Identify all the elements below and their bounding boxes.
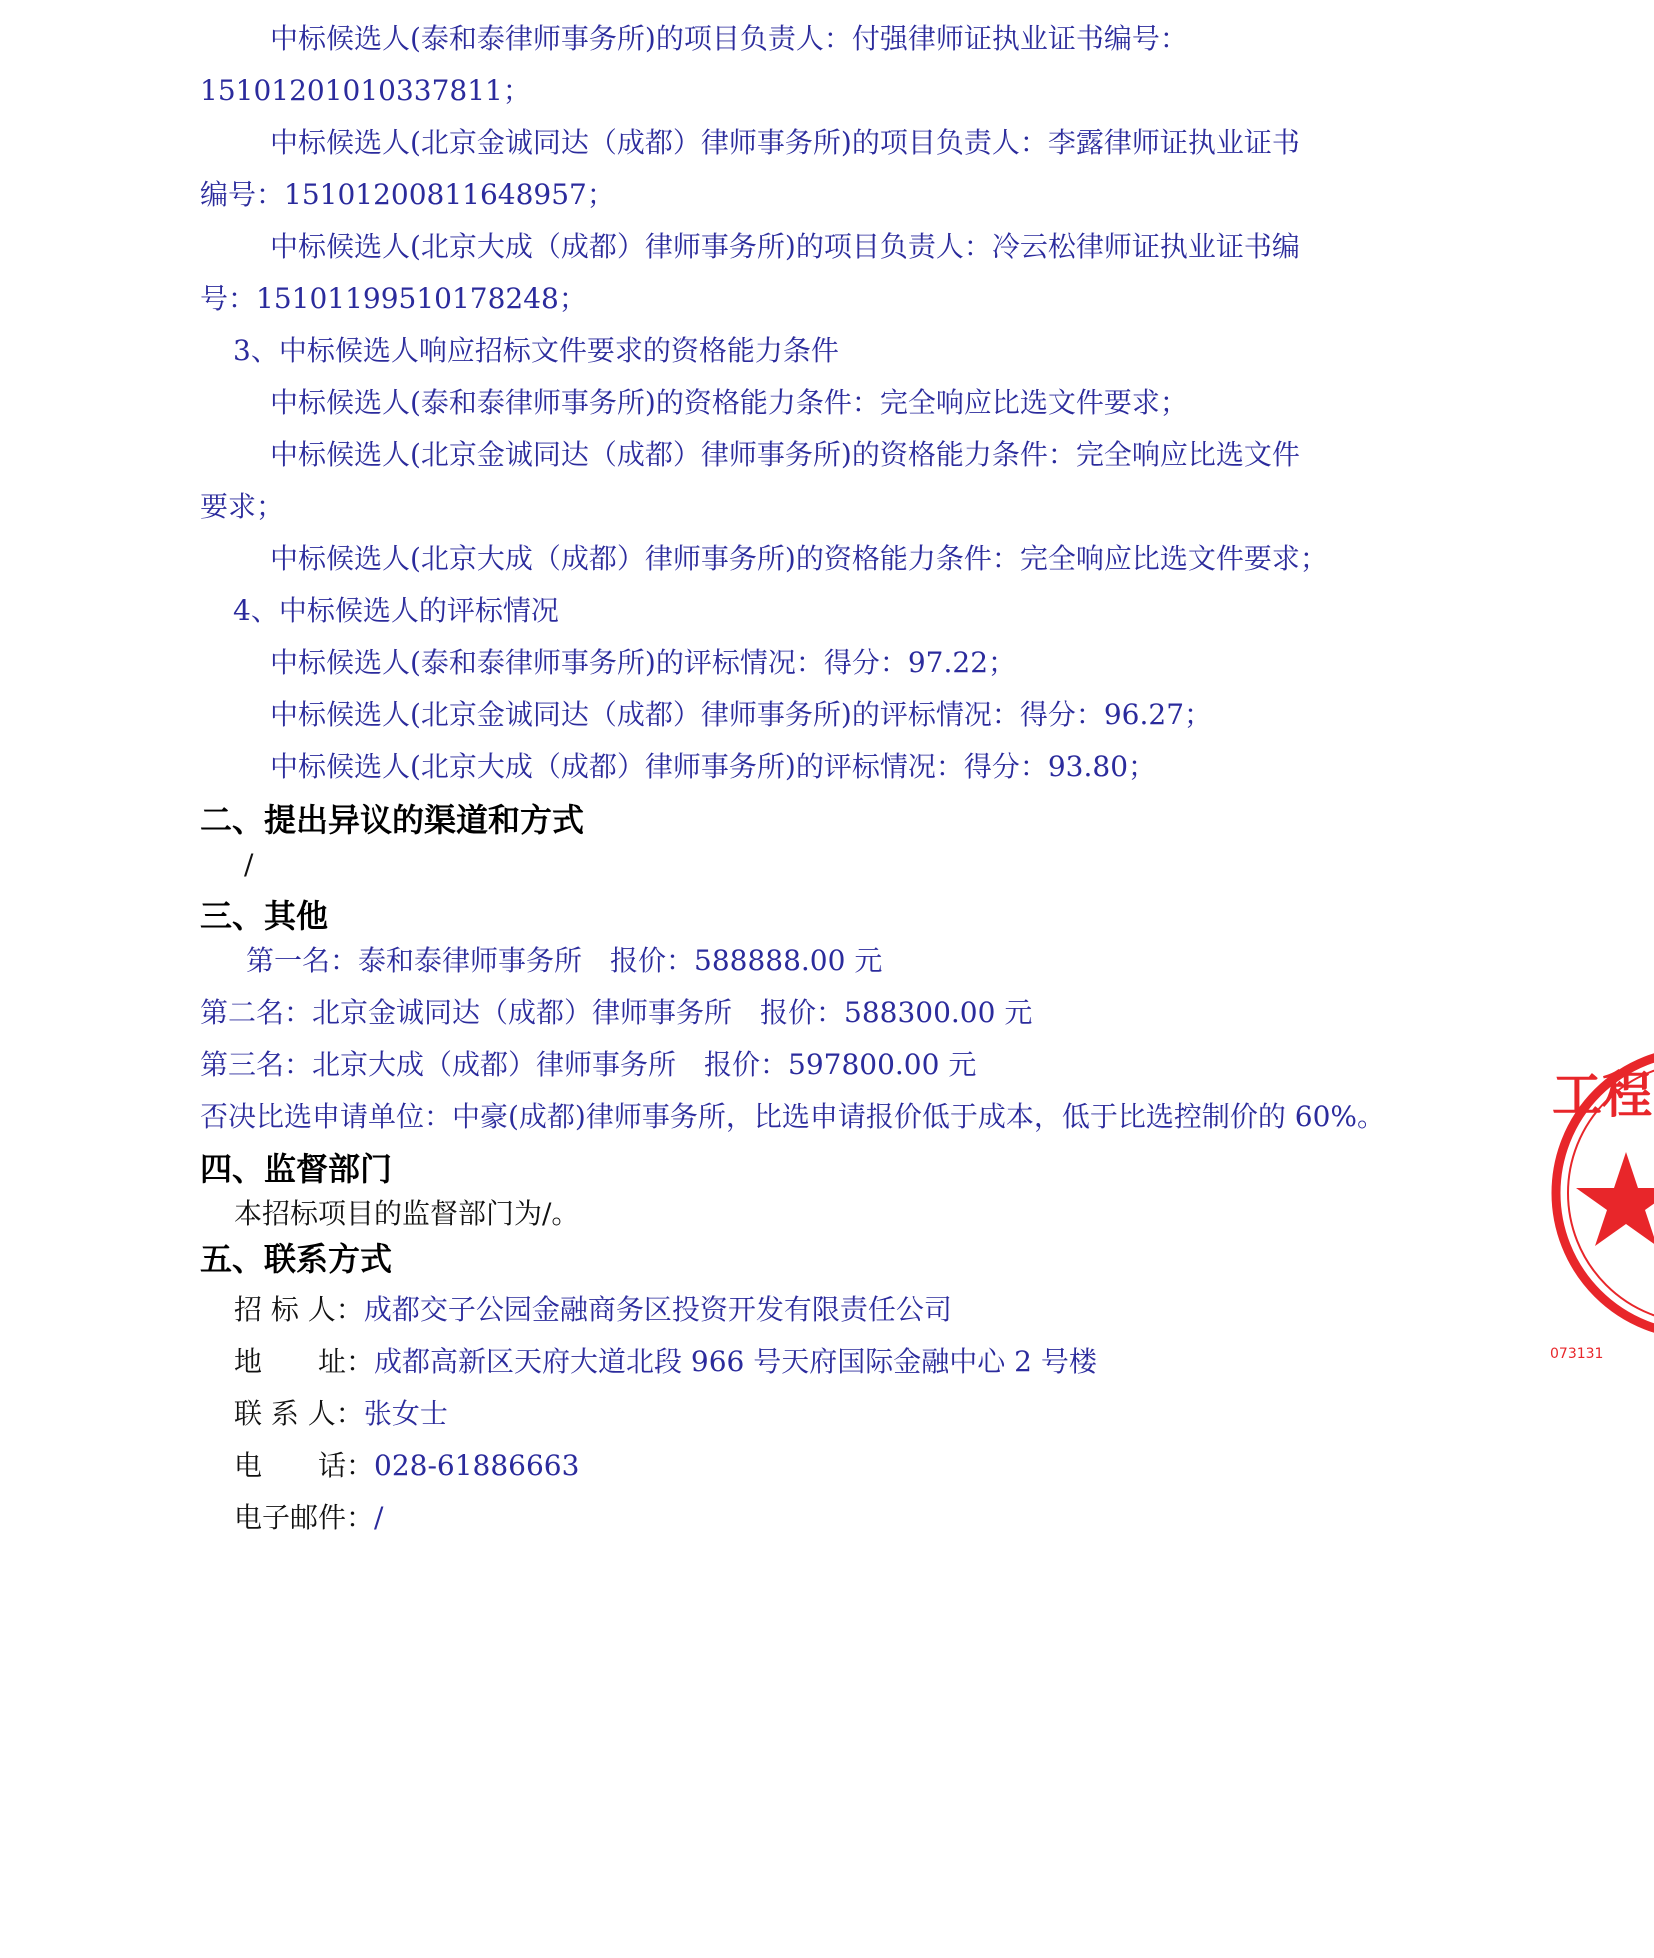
- project-leader-line-1-cont: 15101201010337811；: [200, 74, 531, 107]
- project-leader-line-2: 中标候选人(北京金诚同达（成都）律师事务所)的项目负责人：李露律师证执业证书: [270, 126, 1300, 159]
- project-leader-line-1: 中标候选人(泰和泰律师事务所)的项目负责人：付强律师证执业证书编号：: [270, 22, 1188, 55]
- contact-tenderer-row: [234, 1293, 952, 1327]
- project-leader-line-3: 中标候选人(北京大成（成都）律师事务所)的项目负责人：冷云松律师证执业证书编: [270, 230, 1300, 263]
- seal-text: 工程: [1552, 1065, 1652, 1124]
- qualification-line-2: 中标候选人(北京金诚同达（成都）律师事务所)的资格能力条件：完全响应比选文件: [270, 438, 1300, 471]
- contact-tenderer-value: 成都交子公园金融商务区投资开发有限责任公司: [363, 1293, 952, 1326]
- rank-3-line: 第三名：北京大成（成都）律师事务所 报价：597800.00 元: [200, 1048, 977, 1081]
- contact-person-row: [234, 1397, 448, 1431]
- rank-1-line: 第一名：泰和泰律师事务所 报价：588888.00 元: [246, 944, 883, 977]
- objection-channel-text: /: [244, 848, 254, 881]
- qualification-line-1: 中标候选人(泰和泰律师事务所)的资格能力条件：完全响应比选文件要求；: [270, 386, 1188, 419]
- official-seal-stamp: [1548, 1028, 1654, 1388]
- contact-person-label: 联 系 人：: [234, 1397, 364, 1430]
- contact-phone-label: 电 话：: [234, 1449, 375, 1482]
- contact-person-value: 张女士: [363, 1397, 448, 1430]
- subsection-3-title: 3、中标候选人响应招标文件要求的资格能力条件: [233, 334, 839, 367]
- contact-tenderer-label: 招 标 人：: [234, 1293, 364, 1326]
- project-leader-line-3-cont: 号：15101199510178248；: [200, 282, 587, 315]
- section-3-heading: 三、其他: [200, 897, 329, 935]
- contact-phone-value: 028-61886663: [374, 1449, 580, 1482]
- evaluation-line-1: 中标候选人(泰和泰律师事务所)的评标情况：得分：97.22；: [270, 646, 1017, 679]
- section-5-heading: 五、联系方式: [200, 1240, 393, 1278]
- contact-phone-row: [234, 1449, 579, 1483]
- section-4-heading: 四、监督部门: [200, 1150, 393, 1188]
- qualification-line-3: 中标候选人(北京大成（成都）律师事务所)的资格能力条件：完全响应比选文件要求；: [270, 542, 1328, 575]
- seal-star: [1576, 1152, 1654, 1246]
- contact-email-label: 电子邮件：: [234, 1501, 375, 1534]
- evaluation-line-3: 中标候选人(北京大成（成都）律师事务所)的评标情况：得分：93.80；: [270, 750, 1157, 783]
- contact-address-value: 成都高新区天府大道北段 966 号天府国际金融中心 2 号楼: [374, 1345, 1097, 1378]
- contact-address-row: [234, 1345, 1097, 1379]
- rank-2-line: 第二名：北京金诚同达（成都）律师事务所 报价：588300.00 元: [200, 996, 1033, 1029]
- section-2-heading: 二、提出异议的渠道和方式: [200, 801, 585, 839]
- evaluation-line-2: 中标候选人(北京金诚同达（成都）律师事务所)的评标情况：得分：96.27；: [270, 698, 1213, 731]
- contact-email-value: /: [374, 1501, 384, 1534]
- seal-graphic: [1548, 1028, 1654, 1388]
- project-leader-line-2-cont: 编号：15101200811648957；: [200, 178, 615, 211]
- contact-address-label: 地 址：: [234, 1345, 375, 1378]
- contact-email-row: [234, 1501, 383, 1535]
- qualification-line-2-cont: 要求；: [200, 490, 285, 523]
- seal-number: 073131: [1550, 1346, 1604, 1362]
- rejected-applicant-line: 否决比选申请单位：中豪(成都)律师事务所，比选申请报价低于成本，低于比选控制价的 60%。: [200, 1100, 1385, 1133]
- subsection-4-title: 4、中标候选人的评标情况: [233, 594, 559, 627]
- supervision-text: 本招标项目的监督部门为/。: [234, 1197, 580, 1230]
